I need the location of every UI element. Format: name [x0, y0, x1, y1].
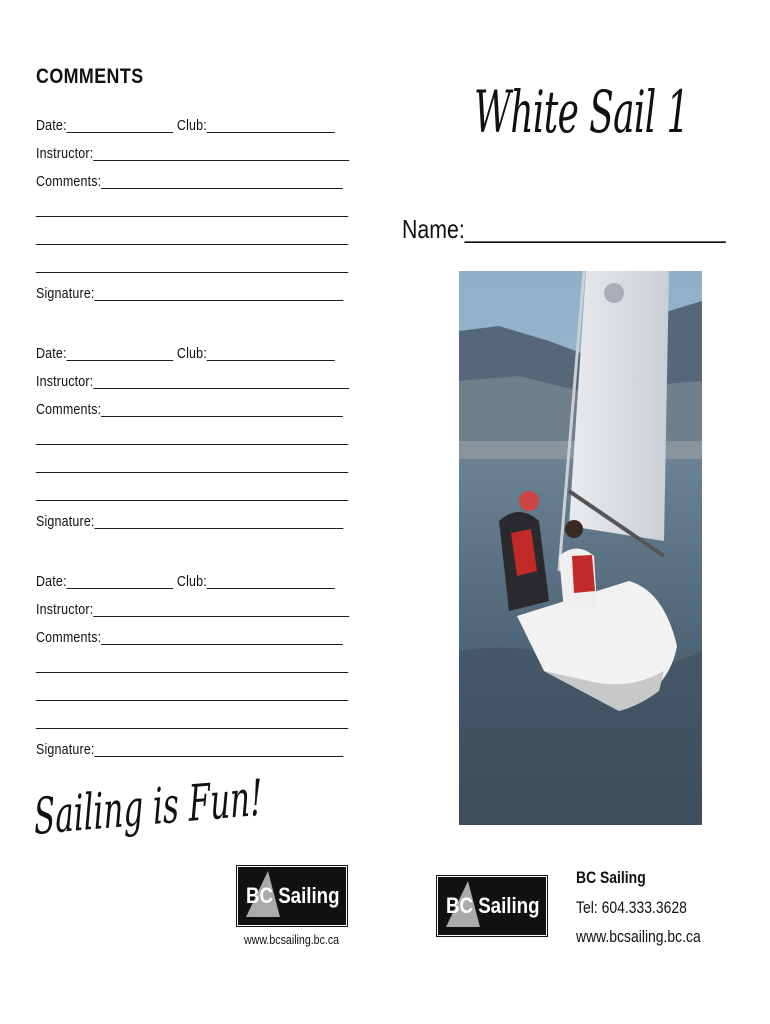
comments-field[interactable]: Comments:__________________________________	[36, 174, 343, 190]
comment-blank-line[interactable]: _____________________________________________	[36, 658, 349, 674]
comment-blank-line[interactable]: _____________________________________________	[36, 486, 349, 502]
logo-text: BC Sailing	[446, 893, 540, 918]
bc-sailing-logo-left	[237, 866, 347, 926]
signature-field[interactable]: Signature:___________________________________	[36, 742, 344, 758]
sailboat-photo	[459, 271, 702, 825]
instructor-field[interactable]: Instructor:____________________________________	[36, 374, 350, 390]
left-website[interactable]: www.bcsailing.bc.ca	[244, 933, 340, 947]
comment-blank-line[interactable]: _____________________________________________	[36, 686, 349, 702]
comment-blank-line[interactable]: _____________________________________________	[36, 458, 349, 474]
signature-field[interactable]: Signature:___________________________________	[36, 514, 344, 530]
name-blank[interactable]: ______________________	[464, 214, 726, 244]
comments-field[interactable]: Comments:__________________________________	[36, 402, 343, 418]
comment-blank-line[interactable]: _____________________________________________	[36, 202, 349, 218]
signature-field[interactable]: Signature:___________________________________	[36, 286, 344, 302]
date-club-field[interactable]: Date:_______________ Club:__________________	[36, 118, 335, 134]
comments-field[interactable]: Comments:__________________________________	[36, 630, 343, 646]
comment-blank-line[interactable]: _____________________________________________	[36, 230, 349, 246]
name-label: Name:	[402, 214, 465, 244]
contact-tel: Tel: 604.333.3628	[576, 898, 687, 917]
date-club-field[interactable]: Date:_______________ Club:__________________	[36, 346, 335, 362]
contact-org: BC Sailing	[576, 868, 646, 887]
comment-blank-line[interactable]: _____________________________________________	[36, 714, 349, 730]
logo-text: BC Sailing	[246, 883, 340, 908]
sailboat-photo-icon	[459, 271, 702, 825]
date-club-field[interactable]: Date:_______________ Club:__________________	[36, 574, 335, 590]
instructor-field[interactable]: Instructor:____________________________________	[36, 602, 350, 618]
bc-sailing-logo-right	[437, 876, 547, 936]
comment-blank-line[interactable]: _____________________________________________	[36, 258, 349, 274]
page-title: White Sail 1	[474, 78, 689, 146]
slogan: Sailing is Fun!	[33, 768, 264, 846]
comment-blank-line[interactable]: _____________________________________________	[36, 430, 349, 446]
contact-website[interactable]: www.bcsailing.bc.ca	[576, 927, 701, 946]
name-field[interactable]	[402, 214, 726, 245]
comments-heading: COMMENTS	[36, 65, 144, 88]
instructor-field[interactable]: Instructor:____________________________________	[36, 146, 350, 162]
